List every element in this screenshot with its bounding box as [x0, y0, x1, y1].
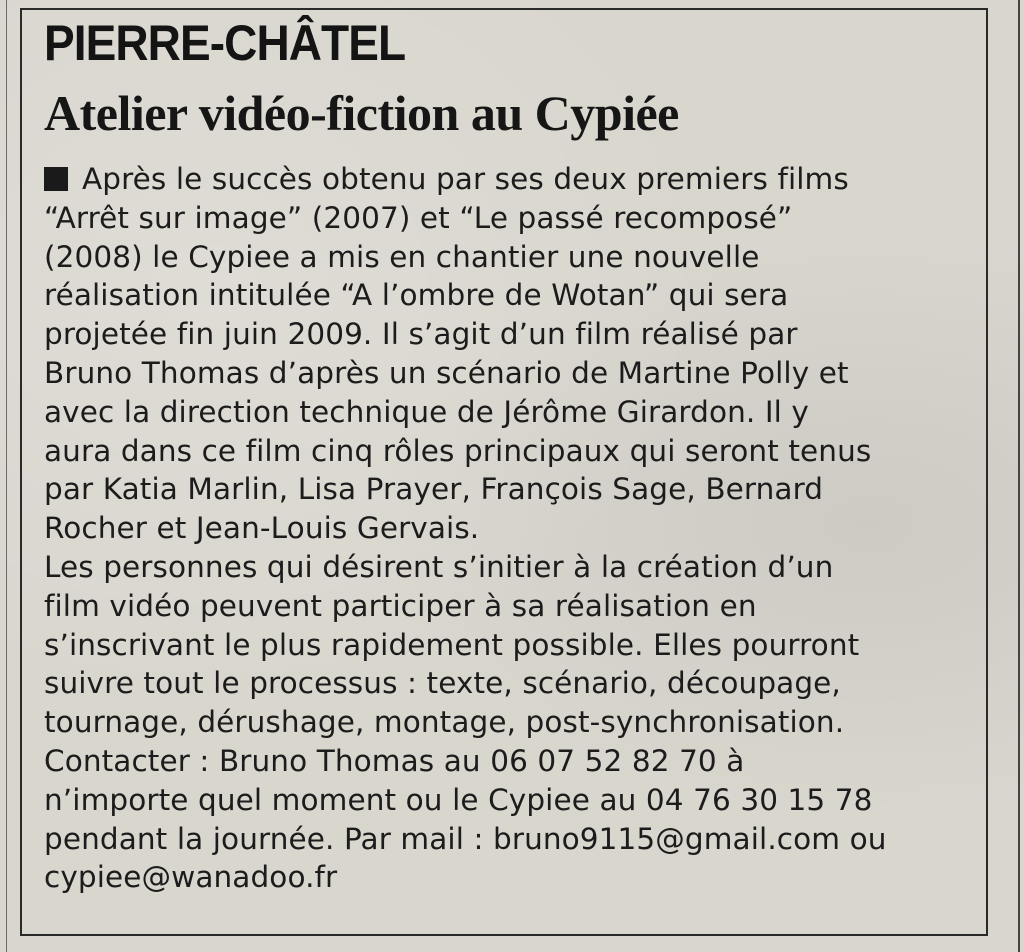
article-line: film vidéo peuvent participer à sa réalisation en [44, 588, 757, 623]
page-edge-rule [6, 0, 7, 952]
article-line: “Arrêt sur image” (2007) et “Le passé recomposé” [44, 200, 793, 235]
article-line-text: Après le succès obtenu par ses deux premiers films [82, 162, 849, 196]
article-line: suivre tout le processus : texte, scénario, découpage, [44, 666, 841, 701]
article-line: avec la direction technique de Jérôme Girardon. Il y [44, 394, 809, 429]
article-line: Contacter : Bruno Thomas au 06 07 52 82 70 à [44, 743, 745, 778]
article-title: Atelier vidéo-fiction au Cypiée [44, 85, 679, 141]
article-line: Bruno Thomas d’après un scénario de Martine Polly et [44, 355, 849, 390]
article-line: réalisation intitulée “A l’ombre de Wotan” qui sera [44, 278, 789, 313]
article-body [44, 160, 992, 897]
article-line: cypiee@wanadoo.fr [44, 860, 338, 895]
article-line: par Katia Marlin, Lisa Prayer, François Sage, Bernard [44, 472, 824, 507]
article-line: pendant la journée. Par mail : bruno9115@gmail.com ou [44, 821, 887, 856]
article-line: tournage, dérushage, montage, post-synchronisation. [44, 705, 845, 740]
article-line: (2008) le Cypiee a mis en chantier une nouvelle [44, 239, 760, 274]
article-line: s’inscrivant le plus rapidement possible. Elles pourront [44, 627, 860, 662]
article-line: Rocher et Jean-Louis Gervais. [44, 511, 480, 546]
article-line: projetée fin juin 2009. Il s’agit d’un film réalisé par [44, 317, 798, 352]
column-rule [1018, 0, 1020, 952]
article-line: Les personnes qui désirent s’initier à la création d’un [44, 549, 834, 584]
article-line: n’importe quel moment ou le Cypiee au 04 76 30 15 78 [44, 782, 873, 817]
article-line: aura dans ce film cinq rôles principaux qui seront tenus [44, 433, 872, 468]
article-location: PIERRE-CHÂTEL [44, 15, 406, 71]
square-bullet-icon [44, 167, 68, 191]
article-line [44, 160, 849, 199]
